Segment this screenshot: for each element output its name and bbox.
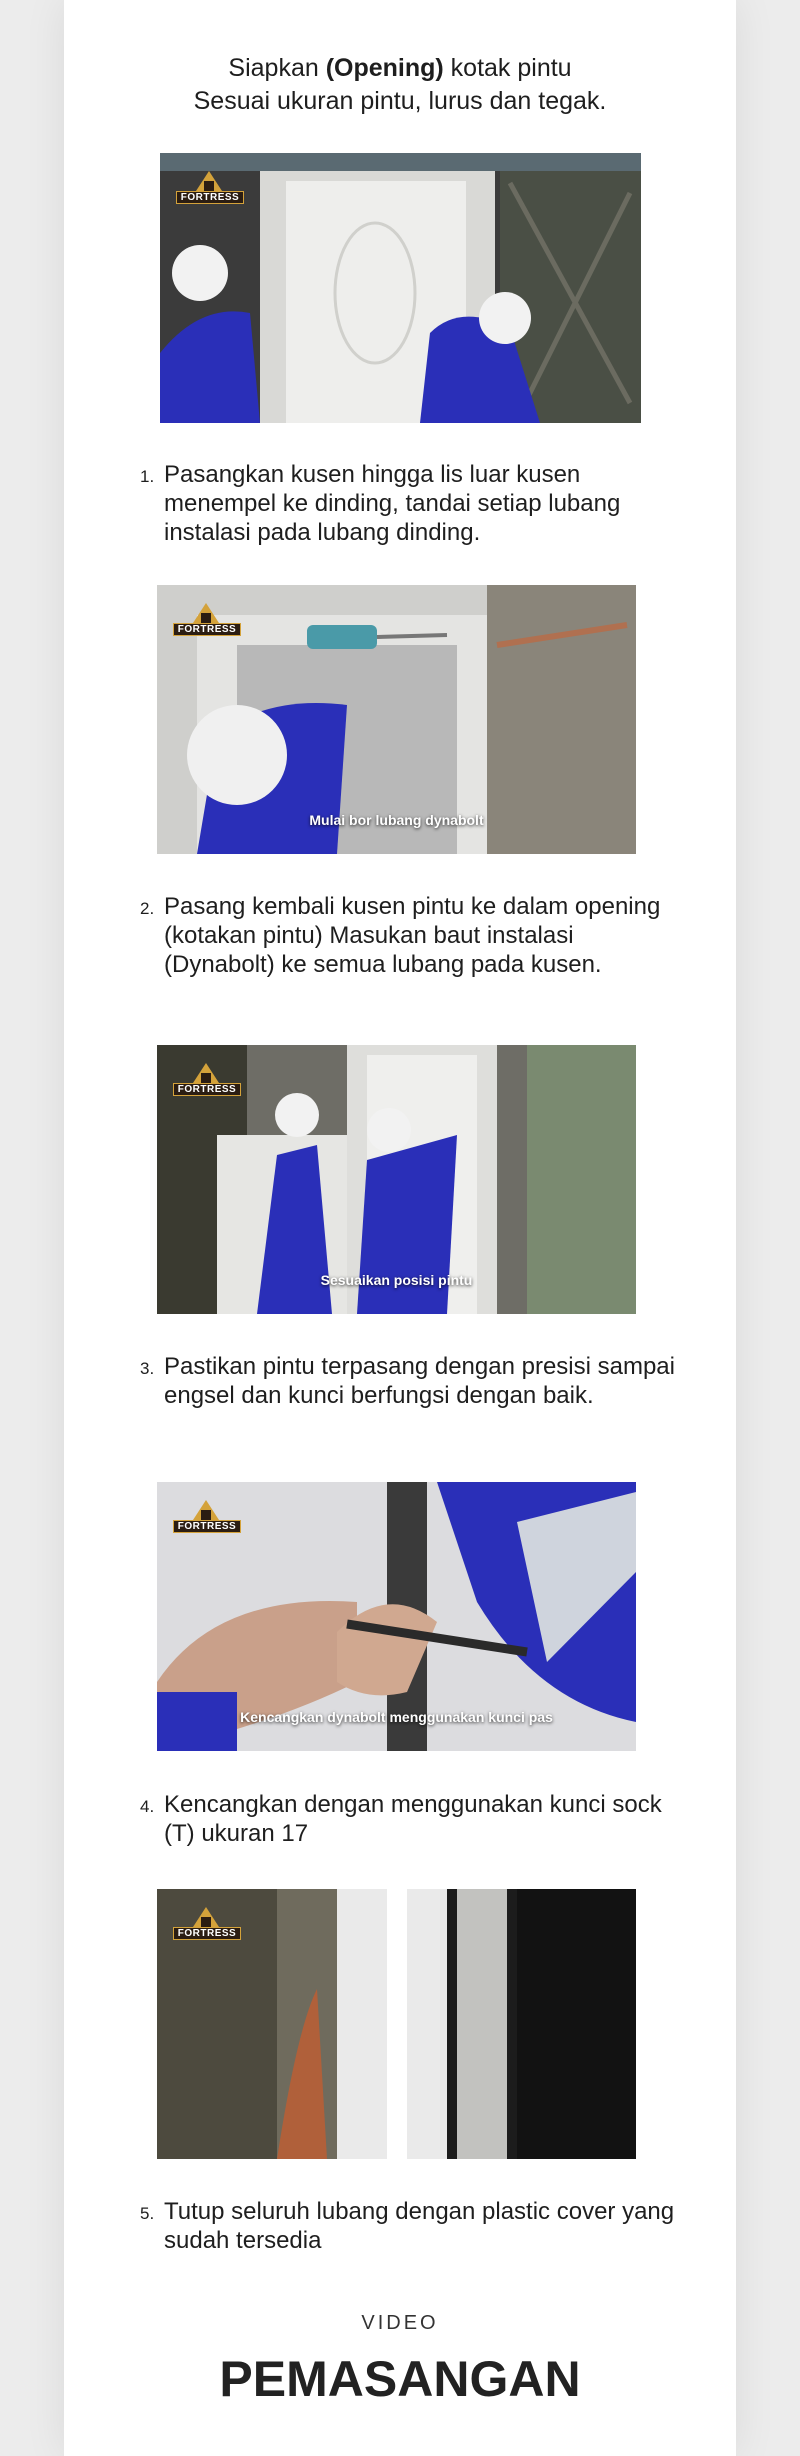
step-text: Pasang kembali kusen pintu ke dalam opening (kotakan pintu) Masukan baut instalasi (Dynabolt) ke semua lubang pada kusen. — [164, 893, 661, 978]
step-3 — [140, 1352, 684, 1410]
step-number: 2. — [140, 899, 155, 918]
step-text: Pasangkan kusen hingga lis luar kusen menempel ke dinding, tandai setiap lubang instalasi pada lubang dinding. — [164, 461, 621, 546]
photo-caption: Kencangkan dynabolt menggunakan kunci pas — [240, 1709, 553, 1725]
step-number: 3. — [140, 1359, 155, 1378]
fortress-logo: FORTRESS — [176, 167, 242, 207]
step-text: Pastikan pintu terpasang dengan presisi sampai engsel dan kunci berfungsi dengan baik. — [164, 1353, 675, 1409]
step-2 — [140, 892, 684, 979]
step-number: 1. — [140, 467, 155, 486]
step-4 — [140, 1790, 684, 1848]
step-5 — [140, 2197, 684, 2255]
fortress-logo: FORTRESS — [173, 1059, 239, 1099]
intro-line1-pre: Siapkan — [228, 54, 326, 82]
fortress-logo: FORTRESS — [173, 1496, 239, 1536]
install-photo-2 — [157, 585, 636, 854]
content-page — [64, 0, 736, 2456]
intro-line1-bold: (Opening) — [325, 54, 444, 82]
intro-text — [64, 52, 736, 118]
step-number: 5. — [140, 2204, 155, 2223]
step-number: 4. — [140, 1797, 155, 1816]
intro-line1-post: kotak pintu — [443, 54, 572, 82]
intro-line2: Sesuai ukuran pintu, lurus dan tegak. — [193, 87, 607, 115]
photo-caption: Mulai bor lubang dynabolt — [309, 812, 484, 828]
install-photo-4 — [157, 1482, 636, 1751]
install-photo-5 — [157, 1889, 636, 2159]
fortress-logo: FORTRESS — [173, 1903, 239, 1943]
fortress-logo: FORTRESS — [173, 599, 239, 639]
video-label: VIDEO — [361, 2312, 439, 2334]
photo-caption: Sesuaikan posisi pintu — [320, 1272, 473, 1288]
video-title: PEMASANGAN — [219, 2351, 581, 2407]
install-photo-3 — [157, 1045, 636, 1314]
step-1 — [140, 460, 684, 547]
install-photo-1 — [160, 153, 641, 423]
step-text: Kencangkan dengan menggunakan kunci sock (T) ukuran 17 — [164, 1791, 662, 1847]
step-text: Tutup seluruh lubang dengan plastic cover yang sudah tersedia — [164, 2198, 675, 2254]
